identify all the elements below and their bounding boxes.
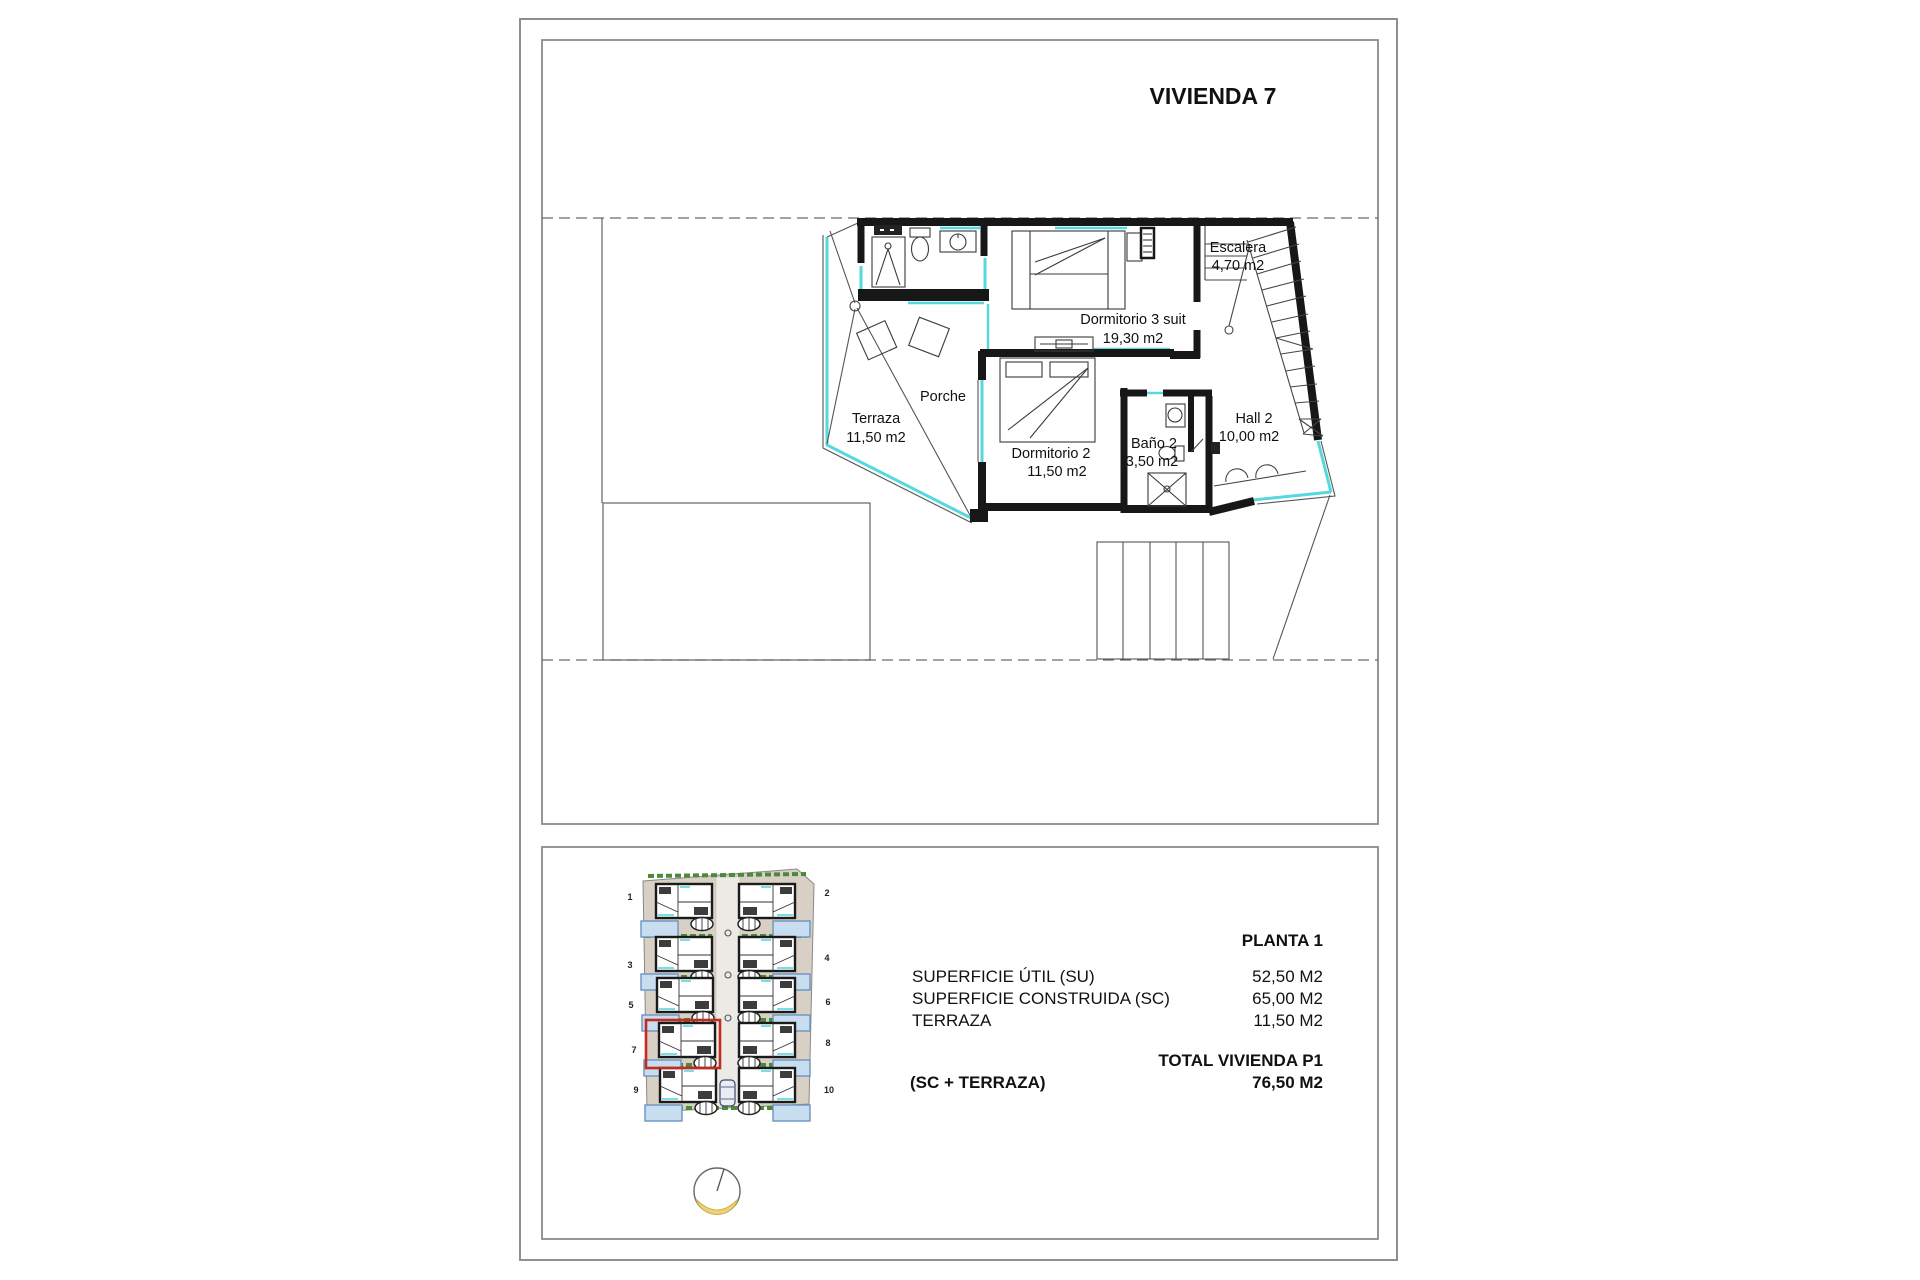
sink-2	[1166, 404, 1185, 427]
page-title: VIVIENDA 7	[1149, 83, 1277, 109]
hall-furniture	[1214, 465, 1306, 486]
room-label-bano2-area: 3,50 m2	[1125, 454, 1179, 470]
summary-floor-label: PLANTA 1	[1241, 931, 1323, 950]
room-label-escalera-area: 4,70 m2	[1211, 258, 1265, 274]
summary-total-sublabel: (SC + TERRAZA)	[910, 1073, 1046, 1092]
sink	[940, 231, 976, 252]
room-label-dorm3-area: 19,30 m2	[1102, 331, 1164, 347]
terrace-chair	[909, 317, 950, 356]
summary-total-label: TOTAL VIVIENDA P1	[1158, 1051, 1323, 1070]
site-unit-number: 6	[825, 997, 831, 1007]
summary-row-value: 65,00 M2	[1252, 989, 1323, 1008]
dresser	[1035, 337, 1093, 351]
patio-outline	[603, 503, 870, 660]
boiler	[874, 225, 902, 235]
room-label-bano2-name: Baño 2	[1131, 436, 1177, 452]
room-label-hall2-name: Hall 2	[1235, 411, 1273, 427]
north-compass	[694, 1168, 740, 1214]
site-unit-number: 10	[823, 1085, 835, 1095]
room-label-porche: Porche	[920, 389, 966, 405]
site-unit-number: 2	[824, 888, 830, 898]
terraza-area	[823, 223, 973, 523]
room-label-terraza-name: Terraza	[851, 411, 901, 427]
room-label-dorm2-name: Dormitorio 2	[1011, 446, 1091, 462]
summary-row-label: TERRAZA	[912, 1011, 992, 1030]
site-unit-number: 3	[627, 960, 633, 970]
summary-row-value: 11,50 M2	[1253, 1011, 1323, 1030]
room-label-dorm2-area: 11,50 m2	[1027, 464, 1087, 480]
radiator-grille	[1141, 228, 1154, 258]
site-unit-number: 5	[628, 1000, 634, 1010]
site-unit-number: 9	[633, 1085, 639, 1095]
shower	[872, 237, 905, 287]
site-unit-number: 1	[627, 892, 633, 902]
summary-table	[910, 931, 1323, 1092]
site-unit-number: 4	[824, 953, 830, 963]
site-unit-number: 8	[825, 1038, 831, 1048]
porch-corner-wall	[970, 509, 988, 522]
terrace-chair	[857, 321, 897, 360]
toilet	[910, 228, 930, 261]
site-road	[716, 877, 740, 1107]
bathroom-fixtures	[872, 225, 976, 287]
site-overview	[627, 869, 834, 1121]
room-label-escalera-name: Escalera	[1209, 240, 1267, 256]
summary-row-value: 52,50 M2	[1252, 967, 1323, 986]
summary-total-value: 76,50 M2	[1252, 1073, 1323, 1092]
room-label-dorm3-name: Dormitorio 3 suit	[1080, 312, 1186, 328]
dormitorio2-furniture	[1000, 358, 1095, 442]
site-unit-number: 7	[631, 1045, 637, 1055]
room-label-hall2-area: 10,00 m2	[1218, 429, 1280, 445]
car	[720, 1080, 735, 1106]
summary-row-label: SUPERFICIE ÚTIL (SU)	[912, 967, 1095, 986]
room-label-terraza-area: 11,50 m2	[846, 430, 906, 446]
summary-row-label: SUPERFICIE CONSTRUIDA (SC)	[912, 989, 1170, 1008]
striped-deck	[1097, 542, 1229, 659]
